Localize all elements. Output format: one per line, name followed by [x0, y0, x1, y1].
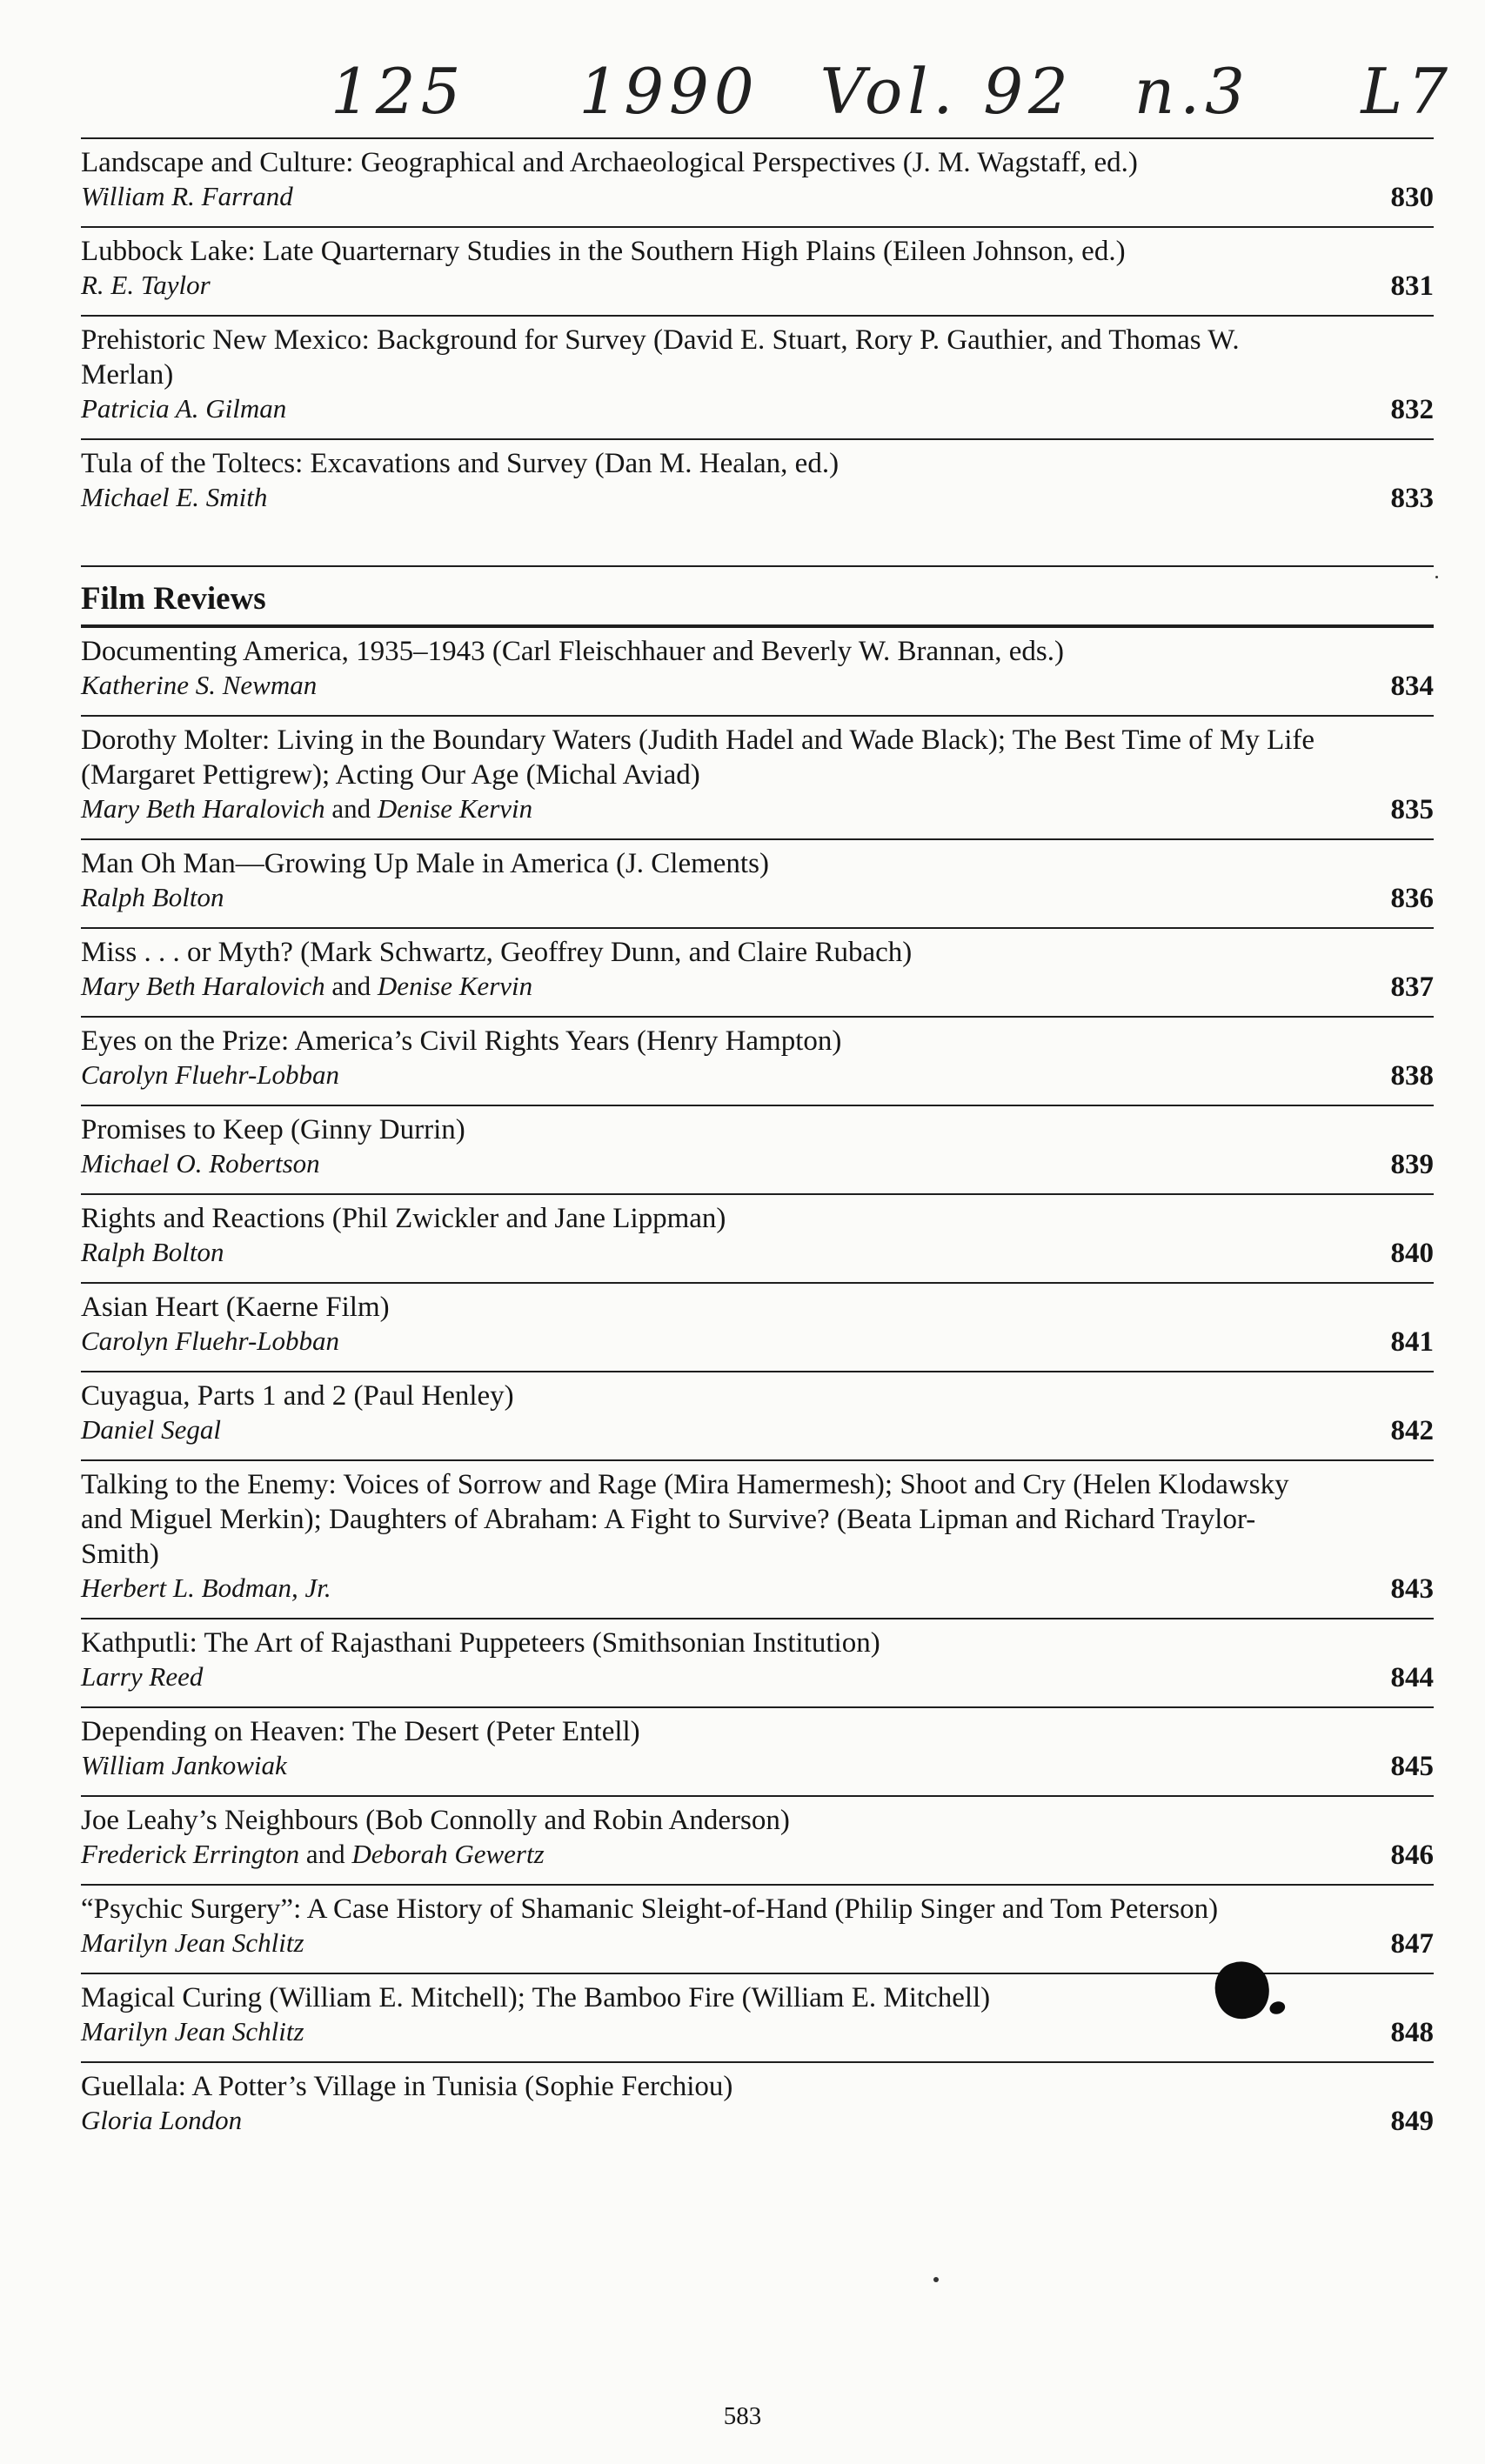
entry-page-number: 837: [1390, 972, 1434, 1003]
table-of-contents: [81, 137, 1434, 2150]
entry-reviewer: [81, 2015, 1434, 2048]
entry-title: Miss . . . or Myth? (Mark Schwartz, Geoffrey Dunn, and Claire Rubach): [81, 937, 913, 968]
reviewer-name: Ralph Bolton: [81, 1237, 224, 1267]
page-number: 583: [723, 2402, 762, 2430]
entry-title: Eyes on the Prize: America’s Civil Rights Years (Henry Hampton): [81, 1025, 842, 1057]
reviewer-name: William Jankowiak: [81, 1750, 287, 1780]
entry-page-number: 836: [1390, 883, 1434, 914]
reviewer-name: Carolyn Fluehr-Lobban: [81, 1059, 340, 1090]
entry-reviewer: [81, 881, 1434, 914]
entry-reviewer: [81, 669, 1434, 702]
entry-page-number: 832: [1390, 394, 1434, 425]
toc-entry: [81, 1797, 1434, 1884]
entry-page-number: 834: [1390, 671, 1434, 702]
entry-page-number: 848: [1390, 2017, 1434, 2048]
toc-entry: [81, 1886, 1434, 1973]
toc-entry: [81, 1708, 1434, 1795]
entry-page-number: 839: [1390, 1149, 1434, 1180]
entry-reviewer: [81, 1749, 1434, 1782]
ink-speck: [933, 2277, 939, 2282]
entry-page-number: 843: [1390, 1573, 1434, 1605]
reviewer-name: Katherine S. Newman: [81, 670, 318, 700]
entry-title: Magical Curing (William E. Mitchell); The Bamboo Fire (William E. Mitchell): [81, 1982, 991, 2013]
entry-title: Asian Heart (Kaerne Film): [81, 1292, 390, 1323]
reviewer-name: Patricia A. Gilman: [81, 393, 287, 424]
entry-title: Documenting America, 1935–1943 (Carl Fleischhauer and Beverly W. Brannan, eds.): [81, 636, 1064, 667]
toc-entry: [81, 840, 1434, 927]
reviewer-name: Mary Beth Haralovich: [81, 971, 325, 1001]
film-reviews-list: [81, 628, 1434, 2150]
entry-page-number: 841: [1390, 1326, 1434, 1358]
entry-reviewer: [81, 1236, 1434, 1269]
entry-page-number: 846: [1390, 1840, 1434, 1871]
reviewer-name: Marilyn Jean Schlitz: [81, 2016, 304, 2047]
entry-title: Prehistoric New Mexico: Background for Survey (David E. Stuart, Rory P. Gauthier, and Thomas W. Merlan): [81, 324, 1240, 391]
section-heading: Film Reviews: [81, 581, 266, 617]
toc-entry: [81, 139, 1434, 226]
entry-reviewer: [81, 1660, 1434, 1693]
reviewer-name: Larry Reed: [81, 1661, 204, 1692]
entry-title: Kathputli: The Art of Rajasthani Puppeteers (Smithsonian Institution): [81, 1627, 880, 1659]
entry-reviewer: [81, 1058, 1434, 1092]
toc-entry: [81, 1195, 1434, 1282]
reviewer-name: Denise Kervin: [377, 793, 533, 824]
entry-title: Joe Leahy’s Neighbours (Bob Connolly and Robin Anderson): [81, 1805, 790, 1836]
reviewer-name: William R. Farrand: [81, 181, 293, 211]
reviewer-name: Frederick Errington: [81, 1839, 300, 1869]
handwritten-issue: n.3: [1134, 55, 1250, 128]
reviewer-name: Michael E. Smith: [81, 482, 268, 512]
toc-entry: [81, 228, 1434, 315]
toc-entry: [81, 628, 1434, 715]
reviewer-conjunction: and: [324, 793, 378, 824]
entry-reviewer: [81, 792, 1434, 825]
entry-title: Rights and Reactions (Phil Zwickler and Jane Lippman): [81, 1203, 726, 1234]
reviewer-name: Carolyn Fluehr-Lobban: [81, 1325, 340, 1356]
toc-entry: [81, 1619, 1434, 1706]
handwritten-volume: Vol. 92: [819, 55, 1074, 128]
reviewer-name: Denise Kervin: [377, 971, 533, 1001]
entry-title: Tula of the Toltecs: Excavations and Survey (Dan M. Healan, ed.): [81, 448, 839, 479]
reviewer-name: Michael O. Robertson: [81, 1148, 320, 1179]
reviewer-name: Marilyn Jean Schlitz: [81, 1927, 304, 1958]
toc-entry: [81, 929, 1434, 1016]
entry-page-number: 840: [1390, 1238, 1434, 1269]
toc-entry: [81, 440, 1434, 527]
toc-entry: [81, 317, 1434, 438]
toc-entry: [81, 1284, 1434, 1371]
reviewer-conjunction: and: [299, 1839, 352, 1869]
entry-reviewer: [81, 2104, 1434, 2137]
toc-entry: [81, 2063, 1434, 2150]
handwritten-catalog-note: [331, 43, 1453, 139]
entry-reviewer: [81, 1147, 1434, 1180]
entry-title: Lubbock Lake: Late Quarternary Studies in the Southern High Plains (Eileen Johnson, ed.): [81, 236, 1126, 267]
entry-reviewer: [81, 180, 1434, 213]
entry-title: Promises to Keep (Ginny Durrin): [81, 1114, 465, 1145]
entry-reviewer: [81, 1926, 1434, 1960]
entry-page-number: 830: [1390, 182, 1434, 213]
entry-page-number: 833: [1390, 483, 1434, 514]
entry-title: Guellala: A Potter’s Village in Tunisia (Sophie Ferchiou): [81, 2071, 733, 2102]
reviewer-name: Gloria London: [81, 2105, 243, 2135]
toc-entry: [81, 717, 1434, 838]
toc-entry: [81, 1106, 1434, 1193]
entry-reviewer: [81, 1572, 1434, 1605]
entry-page-number: 849: [1390, 2106, 1434, 2137]
reviewer-name: Herbert L. Bodman, Jr.: [81, 1573, 331, 1603]
entry-page-number: 847: [1390, 1928, 1434, 1960]
entry-reviewer: [81, 481, 1434, 514]
toc-entry: [81, 1018, 1434, 1105]
entry-title: Landscape and Culture: Geographical and Archaeological Perspectives (J. M. Wagstaff, ed.): [81, 147, 1138, 178]
entry-reviewer: [81, 1413, 1434, 1446]
entry-reviewer: [81, 1325, 1434, 1358]
entry-title: Depending on Heaven: The Desert (Peter Entell): [81, 1716, 640, 1747]
reviewer-name: Mary Beth Haralovich: [81, 793, 325, 824]
toc-entry: [81, 1372, 1434, 1459]
entry-title: Dorothy Molter: Living in the Boundary Waters (Judith Hadel and Wade Black); The Best Time of My Life (Margaret Pettigrew); Acting Our Age (Michal Aviad): [81, 725, 1315, 791]
handwritten-year: 1990: [579, 55, 759, 128]
reviewer-conjunction: and: [324, 971, 378, 1001]
entry-reviewer: [81, 1838, 1434, 1871]
entry-page-number: 845: [1390, 1751, 1434, 1782]
entry-page-number: 835: [1390, 794, 1434, 825]
reviewer-name: Daniel Segal: [81, 1414, 221, 1445]
ink-speck: [1435, 576, 1438, 578]
entry-reviewer: [81, 269, 1434, 302]
entry-title: Talking to the Enemy: Voices of Sorrow and Rage (Mira Hamermesh); Shoot and Cry (Helen Klodawsky and Miguel Merkin); Daughters of Abraham: A Fight to Survive? (Beata Lipman and Richard Traylor-Smith): [81, 1469, 1289, 1570]
entry-title: Cuyagua, Parts 1 and 2 (Paul Henley): [81, 1380, 514, 1412]
book-reviews-list: [81, 139, 1434, 527]
handwritten-shelf-mark: L7: [1361, 55, 1453, 128]
entry-page-number: 831: [1390, 270, 1434, 302]
entry-title: Man Oh Man—Growing Up Male in America (J. Clements): [81, 848, 769, 879]
handwritten-call-number: 125: [331, 55, 466, 128]
entry-title: “Psychic Surgery”: A Case History of Shamanic Sleight-of-Hand (Philip Singer and Tom Peterson): [81, 1893, 1219, 1925]
reviewer-name: Deborah Gewertz: [351, 1839, 545, 1869]
reviewer-name: Ralph Bolton: [81, 882, 224, 912]
reviewer-name: R. E. Taylor: [81, 270, 211, 300]
toc-entry: [81, 1461, 1434, 1618]
entry-reviewer: [81, 970, 1434, 1003]
entry-page-number: 842: [1390, 1415, 1434, 1446]
film-reviews-section: [81, 567, 1434, 624]
entry-reviewer: [81, 392, 1434, 425]
entry-page-number: 844: [1390, 1662, 1434, 1693]
entry-page-number: 838: [1390, 1060, 1434, 1092]
